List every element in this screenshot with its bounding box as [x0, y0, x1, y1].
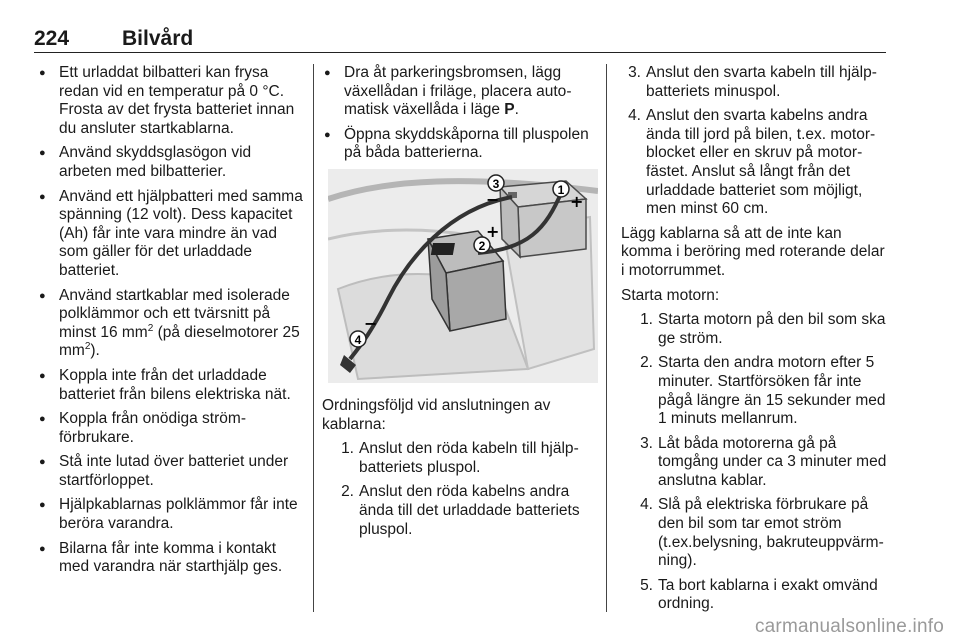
cable-routing-note: Lägg kablarna så att de inte kan komma i beröring med roterande delar i motorrummet.: [621, 224, 885, 279]
callout-4: [350, 331, 366, 347]
connection-steps: [322, 440, 594, 539]
start-heading: Starta motorn:: [621, 286, 720, 304]
column-3: [621, 64, 891, 620]
svg-text:1: 1: [557, 182, 565, 197]
svg-text:4: 4: [354, 332, 362, 347]
list-item: ● Dra åt parkeringsbromsen, lägg växellådan i friläge, placera automatisk växellåda i läge P.: [322, 64, 594, 120]
svg-text:3: 3: [492, 176, 500, 191]
list-item: 1. Anslut den röda kabeln till hjälpbatteriets pluspol.: [341, 440, 579, 476]
list-item: ● Använd startkablar med isolerade polklämmor och ett tvärsnitt på minst 16 $mm^2$ (på dieselmotorer 25 $mm^2$).: [37, 287, 305, 361]
preparation-list: [322, 64, 594, 163]
column-2: [322, 64, 594, 545]
page-header: [34, 24, 886, 53]
list-item: ● Koppla från onödiga strömförbrukare.: [37, 410, 305, 447]
list-item: 2. Anslut den röda kabelns andra ända till det urladdade batteriets pluspol.: [341, 483, 580, 538]
list-item: 4. Slå på elektriska förbrukare på den bil som tar emot ström (t.ex.belysning, bakruteuppvärmning).: [640, 496, 884, 570]
list-item: ● Bilarna får inte komma i kontakt med varandra när starthjälp ges.: [37, 540, 305, 577]
plus-sign: +: [570, 191, 584, 211]
list-item: 2. Starta den andra motorn efter 5 minuter. Startförsöken får inte pågå längre än 15 sekunder med 1 minuts mellanrum.: [640, 354, 886, 428]
svg-text:2: 2: [478, 238, 486, 253]
jump-start-illustration: [328, 169, 598, 383]
connection-steps-continued: [621, 64, 891, 219]
list-item: 4. Anslut den svarta kabelns andra ända till jord på bilen, t.ex. motorblocket eller en skruv på motorfästet. Anslut så långt från det urladdade batteriet som möjligt, men minst 60 cm.: [628, 107, 876, 218]
callout-3: [488, 175, 504, 191]
column-divider: [606, 64, 607, 612]
list-item: ● Ett urladdat bilbatteri kan frysa redan vid en temperatur på 0 °C. Frosta av det frysta batteriet innan du ansluter startkablarna.: [37, 64, 305, 138]
list-item: ● Använd ett hjälpbatteri med samma spänning (12 volt). Dess kapacitet (Ah) får inte vara mindre än vad som gäller för det urladdade batteriet.: [37, 188, 305, 281]
section-title: Bilvård: [122, 27, 194, 50]
list-item: ● Stå inte lutad över batteriet under startförloppet.: [37, 453, 305, 490]
engine-bay-drawing: [328, 169, 598, 383]
precaution-list: [37, 64, 305, 577]
column-1: [37, 64, 305, 583]
list-item: ● Använd skyddsglasögon vid arbeten med bilbatterier.: [37, 144, 305, 181]
minus-sign: −: [486, 189, 500, 209]
minus-sign: −: [364, 313, 378, 333]
list-item: ● Koppla inte från det urladdade batteriet från bilens elektriska nät.: [37, 367, 305, 404]
list-item: 5. Ta bort kablarna i exakt omvänd ordning.: [640, 576, 878, 613]
callout-1: [553, 181, 569, 197]
list-item: 3. Låt båda motorerna gå på tomgång under ca 3 minuter med anslutna kablar.: [640, 434, 887, 489]
list-item: 1. Starta motorn på den bil som ska ge ström.: [640, 311, 886, 347]
watermark: carmanualsonline.info: [754, 616, 944, 637]
plus-sign: +: [486, 221, 500, 241]
start-steps: [621, 311, 891, 614]
sequence-intro: Ordningsföljd vid anslutningen av kablarna:: [322, 396, 551, 433]
list-item: ● Öppna skyddskåporna till pluspolen på båda batterierna.: [322, 126, 594, 163]
column-divider: [313, 64, 314, 612]
page-number: 224: [34, 27, 70, 50]
list-item: ● Hjälpkablarnas polklämmor får inte beröra varandra.: [37, 496, 305, 533]
list-item: 3. Anslut den svarta kabeln till hjälpbatteriets minuspol.: [628, 64, 877, 100]
